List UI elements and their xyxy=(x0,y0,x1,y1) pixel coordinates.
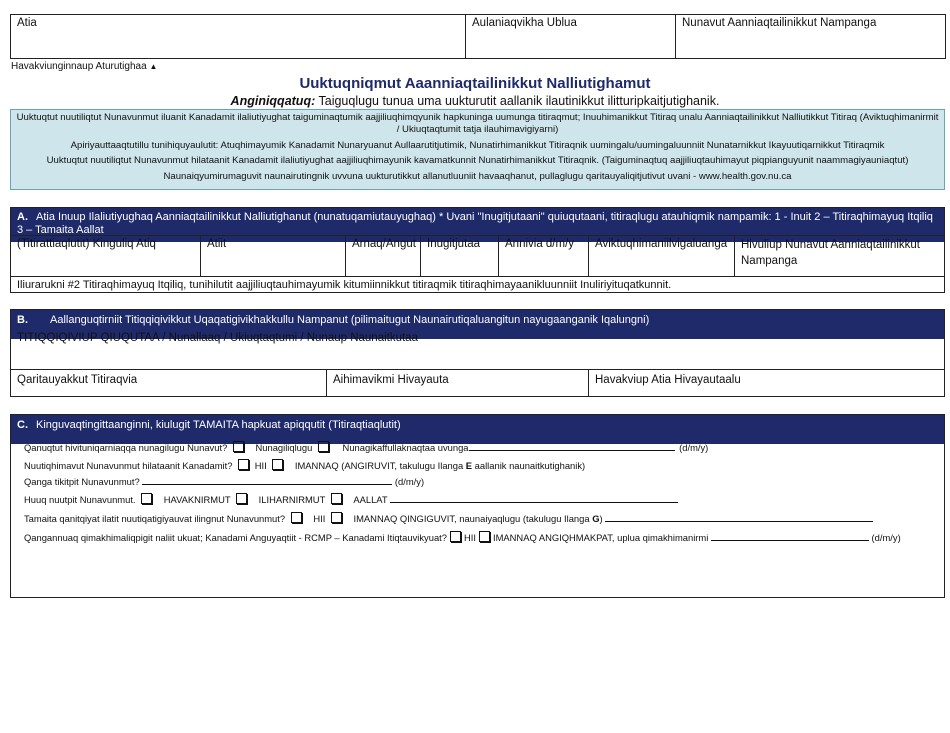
arrival-date-line[interactable] xyxy=(142,475,392,485)
question-4-section-ref: G xyxy=(592,513,600,524)
col-ethnicity: Inugitjutaa xyxy=(427,238,481,250)
question-4-option-yes: HII xyxy=(313,513,326,524)
col-previous-health-number: Hivuliup Nunavut Aanniaqtailinikkut Nampanga xyxy=(741,239,920,267)
section-c-header xyxy=(11,415,944,444)
section-c-heading: Kinguvaqtingittaanginni, kiulugit TAMAITA hapkuat apiqqutit (Titiraqtiaqlutit) xyxy=(36,419,401,431)
last-name-cell[interactable] xyxy=(10,235,201,277)
question-2 xyxy=(24,459,585,471)
form-title: Uuktuqniqmut Aaanniaqtailinikkut Nalliutighamut xyxy=(299,75,651,92)
question-2b xyxy=(24,475,424,487)
question-5-option-yes: HII xyxy=(464,532,476,543)
section-b-heading: Aallanguqtirniit Titiqqiqivikkut Uqaqatigivikhakkullu Nampanut (pilimaitugut Naunairutiqaluangitun nayugaanganik Iqalungni) xyxy=(50,314,650,326)
checkbox-icon[interactable] xyxy=(238,459,249,470)
release-date-line[interactable] xyxy=(711,531,869,541)
question-2b-unit: (d/m/y) xyxy=(394,476,425,487)
instructions-text: Taiguqlugu tunua uma uukturutit aallanik ilautinikkut ilitturipkaitjutighanik. xyxy=(318,94,720,108)
question-2b-text: Qanga tikitpit Nunavunmut? xyxy=(24,476,140,487)
birth-date-cell[interactable] xyxy=(498,235,589,277)
question-1 xyxy=(24,441,708,453)
home-phone-label: Aihimavikmi Hivayauta xyxy=(333,374,449,386)
col-last-name: (Titirattiaqlutit) Kinguliq Atiq xyxy=(17,238,156,250)
instructions-lead: Anginiqqatuq: xyxy=(230,94,316,108)
email-field[interactable] xyxy=(10,369,327,397)
health-number-field[interactable] xyxy=(675,14,946,59)
arrow-up-icon: ▲ xyxy=(149,62,158,71)
mailing-address-field[interactable] xyxy=(10,330,945,370)
question-1-option-2: Nunagikaffullaknaqtaa uvunga xyxy=(342,442,469,453)
section-c-letter: C. xyxy=(17,419,28,431)
work-phone-label: Havakviup Atia Hivayautaalu xyxy=(595,374,741,386)
checkbox-icon[interactable] xyxy=(450,531,461,542)
col-relationship: Aviktuqhimaniilvigaluanga xyxy=(595,238,728,250)
question-4 xyxy=(24,512,873,524)
question-3-option-other: AALLAT xyxy=(353,494,388,505)
info-line-4: Naunaiqyumirumaguvit naunairutingnik uvvuna uukturutikkut allanutluuniit havaaqhanut, pullaglugu qaritauyaliqitjutivut uvani - www.health.gov.nu.ca xyxy=(163,170,792,182)
family-members-line[interactable] xyxy=(605,512,873,522)
checkbox-icon[interactable] xyxy=(291,512,302,523)
section-a-heading: Atia Inuup Ilaliutiyughaq Aanniaqtailinikkut Nalliutighanut (nunatuqamiutauyughaq) * Uvani "Inugitjutaani" quiuqutaani, titiraqlugu atauhiqmik nampamik: 1 - Inuit 2 – Titiraqhimayuq Itqiliq 3 – Tamaita Aallat xyxy=(17,211,933,237)
checkbox-icon[interactable] xyxy=(331,512,342,523)
info-line-3: Uuktuqtut nuutiliqtut Nunavunmut hilataanit Kanadamit ilaliutiyughat aajjiliuqhimayunik kavamatkunnit Nunatirhimanikkut Titiraqnik. (Taiguminaqtuq aajjiliuqtauhimayut piqpianguyunit naammagiyauniaqtut) xyxy=(46,155,909,167)
question-5 xyxy=(24,531,901,543)
work-phone-field[interactable] xyxy=(588,369,945,397)
patient-name-label: Atia xyxy=(17,17,37,29)
relationship-cell[interactable] xyxy=(588,235,735,277)
section-b-letter: B. xyxy=(17,314,28,326)
question-3 xyxy=(24,493,678,505)
question-4-text: Tamaita qanitqiyat ilatit nuutiqatigiyauvat ilingnut Nunavunmut? xyxy=(24,513,286,524)
checkbox-icon[interactable] xyxy=(318,441,329,452)
info-box xyxy=(10,109,945,190)
question-2-option-end: aallanik naunaitkutighanik) xyxy=(474,460,586,471)
question-2-section-ref: E xyxy=(465,460,473,471)
patient-name-field[interactable] xyxy=(10,14,466,59)
question-2-option-yes: HII xyxy=(254,460,267,471)
dob-label: Aulaniaqvikha Ublua xyxy=(472,17,577,29)
previous-health-number-cell[interactable] xyxy=(734,235,945,277)
question-3-option-school: ILIHARNIRMUT xyxy=(258,494,326,505)
question-4-option-no: IMANNAQ QINGIGUVIT, naunaiyaqlugu (takulugu Ilanga xyxy=(353,513,590,524)
home-phone-field[interactable] xyxy=(326,369,589,397)
info-line-1: Uuktuqtut nuutiliqtut Nunavunmut iluanit Kanadamit ilaliutiyughat taiguminaqtumik aajjiliuqhimqyunik hapkuninga uumunga titiraqmut; Inuuhimanikkut Titiraq unalu Aanniaqtailinikkut Nalliutikkut Titiraq (Aviktuqhimanirmit / Ukiuqtaqtumit tatja ilauhimavigiyarni) xyxy=(16,112,939,136)
col-given-names: Atiit xyxy=(207,238,227,250)
question-3-option-work: HAVAKNIRMUT xyxy=(163,494,231,505)
ethnicity-cell[interactable] xyxy=(420,235,499,277)
question-1-option-1: Nunagiliqlugu xyxy=(255,442,313,453)
question-1-text: Qanuqtut hivituniqarniaqqa nunagilugu Nunavut? xyxy=(24,442,228,453)
info-line-2: Apiriyauttaaqtutillu tunihiquyaulutit: Atuqhimayumik Kanadamit Nunaryuanut Aullaarutitjutimik, Nunatirhimanikkut Titiraqnik uumingalu/uumingaluunniit Nunatarnikkut Ikayuutiqarnikkut Titiraqmik xyxy=(70,139,885,151)
other-reason-line[interactable] xyxy=(390,493,678,503)
health-number-label: Nunavut Aanniaqtailinikkut Nampanga xyxy=(682,17,877,29)
checkbox-icon[interactable] xyxy=(272,459,283,470)
question-1-unit: (d/m/y) xyxy=(679,442,709,453)
checkbox-icon[interactable] xyxy=(141,493,152,504)
checkbox-icon[interactable] xyxy=(236,493,247,504)
checkbox-icon[interactable] xyxy=(233,441,244,452)
previous-page-label: Havakviunginnaup Aturutighaa xyxy=(11,61,147,72)
question-5-text: Qangannuaq qimakhimaliqpigit naliit ukuat; Kanadami Anguyaqtiit - RCMP – Kanadami Itiqtauvikyuat? xyxy=(24,532,447,543)
col-sex: Arnaq/Angut xyxy=(352,238,416,250)
question-5-unit: (d/m/y) xyxy=(871,532,901,543)
section-a-footnote: Iliurarukni #2 Titiraqhimayuq Itqiliq, tunihilutit aajjiliuqtauhimayumik kitumiinnikkut titiraqmik titiraqhimayaanikluunniit Inuliriyituqatkunnit. xyxy=(17,279,672,291)
col-birth-date: Annivia d/m/y xyxy=(505,238,575,250)
question-2-option-no: IMANNAQ (ANGIRUVIT, takulugu Ilanga xyxy=(294,460,464,471)
date-line[interactable] xyxy=(469,441,675,451)
email-label: Qaritauyakkut Titiraqvia xyxy=(17,374,138,386)
checkbox-icon[interactable] xyxy=(479,531,490,542)
question-2-text: Nuutiqhimavut Nunavunmut hilataanit Kanadamit? xyxy=(24,460,233,471)
given-names-cell[interactable] xyxy=(200,235,346,277)
previous-page-link[interactable] xyxy=(11,61,157,72)
question-3-text: Huuq nuutpit Nunavunmut. xyxy=(24,494,136,505)
question-4-option-end: ) xyxy=(599,513,603,524)
question-5-option-no: IMANNAQ ANGIQHMAKPAT, uplua qimakhimanirmi xyxy=(492,532,709,543)
checkbox-icon[interactable] xyxy=(331,493,342,504)
section-a-letter: A. xyxy=(17,211,28,223)
mailing-address-label: TITIQQIQIVIUP QIUQUTAA / Nunallaaq / Ukiuqtaqtumi / Nunaup Naunaitkutaa xyxy=(17,332,418,344)
sex-cell[interactable] xyxy=(345,235,421,277)
form-instructions xyxy=(0,94,950,108)
date-of-birth-field[interactable] xyxy=(465,14,676,59)
